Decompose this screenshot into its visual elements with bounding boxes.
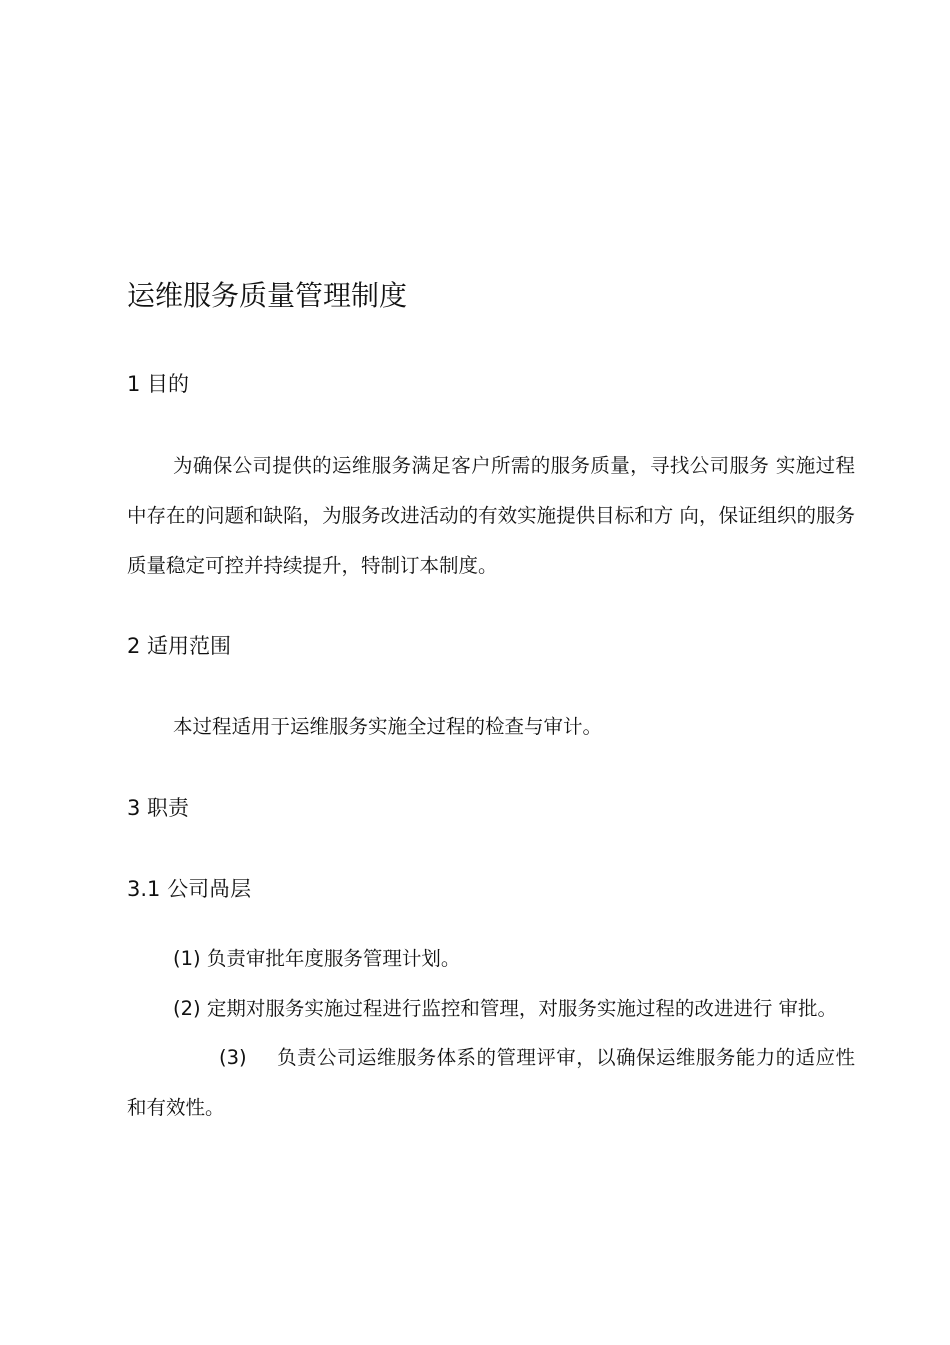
list-item-number: (2): [173, 997, 201, 1020]
list-item-number: (3): [219, 1046, 247, 1069]
list-item-number: (1): [173, 947, 201, 970]
list-item-text: 定期对服务实施过程进行监控和管理，对服务实施过程的改进进行 审批。: [206, 997, 838, 1020]
section-heading-scope: 2 适用范围: [127, 634, 232, 658]
section-body-purpose: 为确保公司提供的运维服务满足客户所需的服务质量，寻找公司服务 实施过程中存在的问题和缺陷，为服务改进活动的有效实施提供目标和方 向，保证组织的服务质量稳定可控并持续提升，特制订本制度。: [127, 454, 855, 577]
section-heading-purpose: 1 目的: [127, 372, 190, 396]
subsection-heading-senior-management: 3.1 公司咼层: [127, 877, 252, 901]
list-item: [127, 1033, 855, 1133]
section-heading-responsibilities: 3 职责: [127, 796, 190, 820]
document-title: 运维服务质量管理制度: [127, 279, 408, 312]
list-item-text: 负责公司运维服务体系的管理评审，以确保运维服务能力的适应性 和有效性。: [127, 1046, 855, 1119]
list-item: [173, 994, 837, 1024]
list-item: [173, 944, 460, 974]
section-body-scope: 本过程适用于运维服务实施全过程的检查与审计。: [173, 715, 603, 738]
list-item-text: 负责审批年度服务管理计划。: [206, 947, 461, 970]
